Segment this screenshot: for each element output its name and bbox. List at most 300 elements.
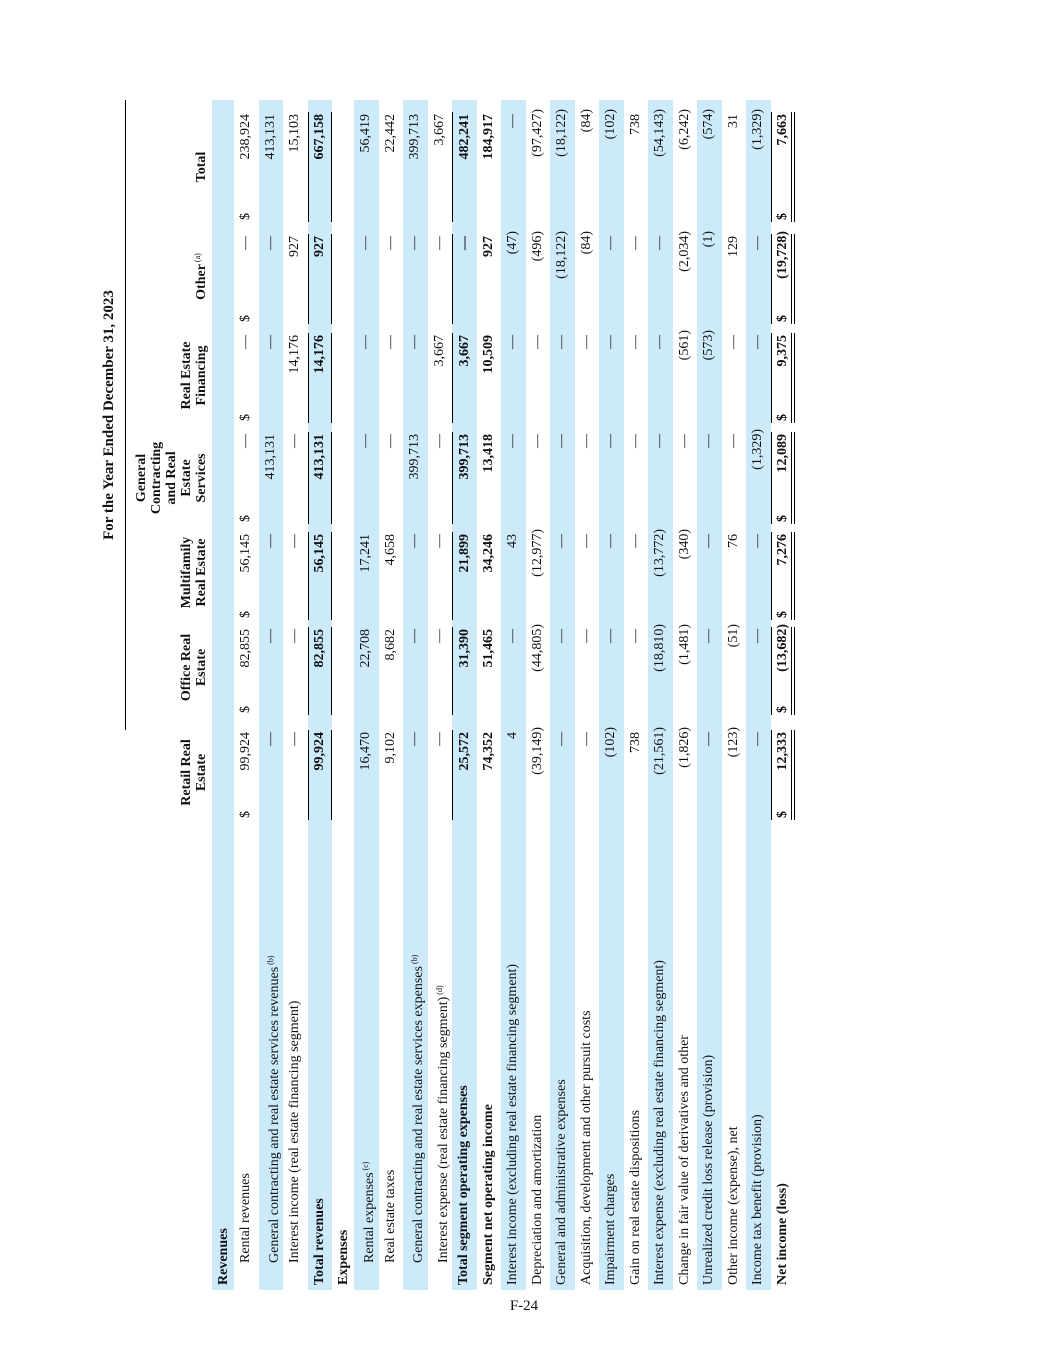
table-cell (354, 333, 379, 423)
footnote-marker: (b) (410, 954, 419, 967)
table-row (501, 100, 526, 1290)
cell-value: (573) (701, 330, 716, 361)
cell-value: — (505, 335, 520, 349)
cell-value: (1,826) (676, 727, 692, 768)
row-label-text: General contracting and real estate services revenues (266, 966, 282, 1263)
table-cell (403, 234, 428, 324)
column-header-text: Other (194, 264, 209, 300)
cell-value: 82,855 (238, 629, 253, 668)
cell-value: 10,509 (480, 335, 496, 374)
cell-value: — (750, 629, 765, 643)
table-cell (477, 532, 502, 620)
table-cell (550, 730, 575, 820)
cell-value: — (603, 434, 618, 448)
cell-value: 13,418 (480, 434, 496, 473)
cell-value: — (603, 534, 618, 548)
row-label (234, 1173, 259, 1263)
cell-value: (13,682) (774, 624, 790, 672)
cell-value: — (578, 434, 594, 448)
cell-value: 14,176 (311, 335, 327, 374)
table-cell (259, 234, 284, 324)
cell-value: — (750, 732, 765, 746)
cell-value: — (407, 629, 422, 643)
table-cell (308, 432, 333, 524)
table-row (403, 100, 428, 1290)
table-cell (308, 112, 333, 222)
table-cell (428, 532, 453, 620)
cell-value: (123) (725, 727, 741, 758)
row-label-text: Real estate taxes (382, 1169, 398, 1263)
cell-value: 99,924 (311, 732, 327, 771)
table-row (283, 100, 308, 1290)
row-label-text: Acquisition, development and other pursuit costs (578, 1010, 594, 1285)
cell-value: 3,667 (457, 335, 472, 367)
cell-value: — (578, 335, 594, 349)
row-label-text: Rental revenues (238, 1173, 253, 1263)
table-cell (234, 112, 259, 222)
cell-value: — (701, 434, 716, 448)
table-cell (599, 727, 624, 820)
table-row (526, 100, 551, 1290)
cell-value: (12,977) (529, 529, 545, 577)
table-cell (234, 627, 259, 715)
table-cell (452, 532, 477, 620)
cell-value: — (554, 434, 569, 448)
cell-value: 14,176 (287, 335, 302, 374)
row-label (722, 1126, 747, 1285)
cell-value: (496) (529, 231, 545, 262)
cell-value: 31,390 (457, 629, 472, 668)
cell-value: — (431, 732, 447, 746)
table-cell (501, 112, 526, 222)
table-cell (771, 730, 796, 820)
table-cell (648, 234, 673, 324)
table-cell (354, 730, 379, 820)
footnote-marker: (c) (361, 1161, 370, 1173)
cell-value: — (407, 534, 422, 548)
cell-value: (1,329) (750, 109, 765, 150)
cell-value: (1) (701, 231, 716, 248)
row-label-text: General contracting and real estate services expenses (411, 966, 426, 1263)
cell-value: 413,131 (311, 434, 327, 480)
cell-value: 34,246 (480, 534, 496, 573)
table-cell (428, 234, 453, 324)
cell-value: (1,481) (676, 624, 692, 665)
table-cell (575, 432, 600, 524)
row-label-text: Rental expenses (362, 1172, 377, 1263)
currency-symbol: $ (774, 811, 790, 818)
cell-value: (84) (578, 231, 594, 255)
cell-value: — (382, 434, 398, 448)
table-cell (452, 234, 477, 324)
cell-value: 399,713 (457, 434, 472, 480)
table-cell (354, 532, 379, 620)
table-cell (477, 730, 502, 820)
cell-value: — (627, 534, 643, 548)
table-cell (673, 529, 698, 620)
table-cell (526, 432, 551, 524)
cell-value: — (627, 434, 643, 448)
row-label (452, 1085, 477, 1285)
column-header-text: General Contracting and Real Estate Services (134, 441, 209, 515)
row-label-text: Interest income (real estate financing segment) (287, 1000, 302, 1263)
cell-value: (1,329) (750, 429, 765, 470)
row-label (212, 1228, 237, 1285)
cell-value: 482,241 (457, 114, 472, 160)
cell-value: 927 (311, 236, 327, 257)
table-cell (354, 112, 379, 222)
table-cell (550, 333, 575, 423)
cell-value: (18,122) (554, 231, 569, 279)
table-cell (575, 532, 600, 620)
table-cell (550, 231, 575, 324)
table-cell (575, 333, 600, 423)
cell-value: 82,855 (311, 629, 327, 668)
cell-value: — (407, 236, 422, 250)
table-cell (697, 109, 722, 222)
cell-value: — (238, 335, 253, 349)
row-label (501, 964, 526, 1285)
cell-value: 25,572 (457, 732, 472, 771)
cell-value: — (407, 732, 422, 746)
table-cell (308, 532, 333, 620)
row-label-text: Interest expense (excluding real estate financing segment) (652, 960, 667, 1285)
column-header-5 (179, 333, 212, 423)
table-cell (722, 112, 747, 222)
table-cell (624, 112, 649, 222)
table-row (722, 100, 747, 1290)
cell-value: (102) (603, 109, 618, 140)
cell-value: 667,158 (311, 114, 327, 160)
cell-value: — (725, 335, 741, 349)
row-label-text: General and administrative expenses (554, 1079, 569, 1285)
cell-value: — (407, 335, 422, 349)
currency-symbol: $ (238, 213, 253, 220)
table-cell (599, 234, 624, 324)
cell-value: — (382, 236, 398, 250)
table-cell (283, 112, 308, 222)
table-cell (575, 730, 600, 820)
cell-value: — (238, 236, 253, 250)
cell-value: — (750, 236, 765, 250)
table-cell (624, 432, 649, 524)
row-label (526, 1115, 551, 1285)
table-cell (501, 627, 526, 715)
column-header-4 (134, 432, 212, 524)
cell-value: (18,810) (652, 624, 667, 672)
row-label-text: Gain on real estate dispositions (627, 1110, 643, 1285)
table-row (673, 100, 698, 1290)
currency-symbol: $ (238, 811, 253, 818)
table-cell (452, 112, 477, 222)
cell-value: 184,917 (480, 114, 496, 160)
column-header-text: Total (194, 151, 209, 183)
row-label-text: Change in fair value of derivatives and other (676, 1035, 692, 1285)
cell-value: (21,561) (652, 727, 667, 775)
cell-value: — (627, 335, 643, 349)
currency-symbol: $ (774, 414, 790, 421)
table-cell (283, 333, 308, 423)
cell-value: 21,899 (457, 534, 472, 573)
cell-value: — (652, 335, 667, 349)
table-cell (501, 432, 526, 524)
table-cell (771, 624, 796, 715)
table-cell (477, 627, 502, 715)
cell-value: (51) (725, 624, 741, 648)
table-cell (234, 234, 259, 324)
cell-value: — (603, 335, 618, 349)
cell-value: — (701, 732, 716, 746)
table-cell (403, 112, 428, 222)
cell-value: — (505, 629, 520, 643)
table-cell (722, 333, 747, 423)
cell-value: — (287, 732, 302, 746)
table-cell (575, 627, 600, 715)
cell-value: 129 (725, 236, 741, 257)
table-title: For the Year Ended December 31, 2023 (95, 100, 126, 730)
row-label-text: Total segment operating expenses (456, 1085, 471, 1285)
table-cell (746, 429, 771, 524)
table-row (550, 100, 575, 1290)
cell-value: (574) (701, 109, 716, 140)
table-cell (259, 730, 284, 820)
table-cell (648, 333, 673, 423)
cell-value: — (431, 629, 447, 643)
cell-value: — (382, 335, 398, 349)
table-cell (379, 730, 404, 820)
table-cell (624, 730, 649, 820)
table-cell (746, 730, 771, 820)
currency-symbol: $ (238, 515, 253, 522)
cell-value: 3,667 (431, 335, 447, 367)
table-cell (722, 624, 747, 715)
cell-value: 74,352 (480, 732, 496, 771)
cell-value: 16,470 (358, 732, 373, 771)
table-body (212, 100, 795, 1290)
cell-value: — (262, 732, 278, 746)
table-cell (599, 432, 624, 524)
footnote-marker: (b) (265, 955, 275, 967)
segment-results-table (95, 100, 815, 1290)
table-cell (501, 532, 526, 620)
table-cell (746, 627, 771, 715)
cell-value: 99,924 (238, 732, 253, 771)
table-cell (771, 432, 796, 524)
currency-symbol: $ (238, 315, 253, 322)
table-cell (624, 532, 649, 620)
cell-value: 399,713 (407, 434, 422, 480)
table-cell (673, 624, 698, 715)
table-cell (599, 532, 624, 620)
column-header-1 (179, 730, 212, 820)
table-cell (526, 529, 551, 620)
table-cell (452, 730, 477, 820)
cell-value: 51,465 (480, 629, 496, 668)
table-cell (403, 627, 428, 715)
cell-value: 22,708 (358, 629, 373, 668)
cell-value: — (652, 236, 667, 250)
cell-value: 12,089 (774, 434, 790, 473)
table-cell (379, 432, 404, 524)
table-row (477, 100, 502, 1290)
cell-value: 76 (725, 534, 741, 548)
table-cell (501, 231, 526, 324)
cell-value: — (238, 434, 253, 448)
cell-value: — (578, 534, 594, 548)
table-cell (234, 532, 259, 620)
cell-value: 7,663 (774, 114, 790, 146)
cell-value: — (603, 629, 618, 643)
table-cell (526, 109, 551, 222)
table-row (428, 100, 453, 1290)
table-row (599, 100, 624, 1290)
table-cell (697, 330, 722, 423)
table-cell (308, 333, 333, 423)
table-cell (452, 333, 477, 423)
cell-value: 56,145 (311, 534, 327, 573)
table-cell (697, 432, 722, 524)
cell-value: (39,149) (529, 727, 545, 775)
cell-value: (102) (603, 727, 618, 758)
row-label (771, 1183, 796, 1285)
table-cell (526, 624, 551, 715)
table-cell (452, 627, 477, 715)
currency-symbol: $ (774, 515, 790, 522)
cell-value: — (457, 236, 472, 250)
table-cell (379, 532, 404, 620)
cell-value: — (554, 534, 569, 548)
cell-value: 22,442 (382, 114, 398, 153)
row-label-text: Net income (loss) (774, 1183, 790, 1285)
table-cell (259, 432, 284, 524)
table-row (234, 100, 259, 1290)
cell-value: — (262, 534, 278, 548)
table-cell (234, 333, 259, 423)
row-label (746, 1114, 771, 1285)
table-row (259, 100, 284, 1290)
cell-value: — (554, 335, 569, 349)
cell-value: (340) (676, 529, 692, 560)
table-cell (575, 109, 600, 222)
table-row (354, 100, 379, 1290)
table-row (379, 100, 404, 1290)
cell-value: (97,427) (529, 109, 545, 157)
table-row (452, 100, 477, 1290)
cell-value: 56,145 (238, 534, 253, 573)
table-cell (599, 109, 624, 222)
column-header-text: Retail Real Estate (179, 739, 209, 806)
cell-value: (13,772) (652, 529, 667, 577)
table-cell (501, 333, 526, 423)
table-cell (259, 333, 284, 423)
cell-value: 8,682 (382, 629, 398, 661)
table-cell (550, 532, 575, 620)
table-cell (428, 333, 453, 423)
cell-value: — (358, 335, 373, 349)
column-header-2 (179, 627, 212, 715)
cell-value: — (750, 335, 765, 349)
table-cell (283, 432, 308, 524)
table-cell (283, 234, 308, 324)
cell-value: — (529, 335, 545, 349)
table-cell (599, 627, 624, 715)
table-cell (550, 109, 575, 222)
table-row (624, 100, 649, 1290)
cell-value: 56,419 (358, 114, 373, 153)
row-label-text: Interest income (excluding real estate financing segment) (505, 963, 520, 1285)
table-cell (283, 730, 308, 820)
table-cell (771, 231, 796, 324)
currency-symbol: $ (774, 611, 790, 618)
cell-value: 738 (627, 114, 643, 135)
table-cell (526, 727, 551, 820)
page-number: F-24 (509, 1298, 539, 1314)
row-label (673, 1035, 698, 1285)
cell-value: (47) (505, 231, 520, 255)
cell-value: — (262, 335, 278, 349)
table-cell (771, 333, 796, 423)
table-cell (697, 231, 722, 324)
cell-value: — (431, 434, 447, 448)
table-cell (477, 432, 502, 524)
cell-value: — (676, 434, 692, 448)
currency-symbol: $ (774, 213, 790, 220)
cell-value: 238,924 (238, 114, 253, 160)
row-label-text: Other income (expense), net (725, 1126, 741, 1285)
table-cell (722, 532, 747, 620)
cell-value: 9,375 (774, 335, 790, 367)
table-cell (259, 112, 284, 222)
table-row (212, 100, 234, 1290)
table-cell (308, 234, 333, 324)
column-header-3 (179, 532, 212, 620)
cell-value: 7,276 (774, 534, 790, 566)
cell-value: 17,241 (358, 534, 373, 573)
cell-value: (18,122) (554, 109, 569, 157)
cell-value: 4,658 (382, 534, 398, 566)
cell-value: (561) (676, 330, 692, 361)
cell-value: (19,728) (774, 231, 790, 279)
currency-symbol: $ (238, 414, 253, 421)
cell-value: 12,333 (774, 732, 790, 771)
table-cell (477, 333, 502, 423)
cell-value: (6,242) (676, 109, 692, 150)
table-cell (428, 627, 453, 715)
table-cell (308, 730, 333, 820)
cell-value: — (627, 236, 643, 250)
row-label (308, 1198, 333, 1285)
table-cell (648, 624, 673, 715)
table-cell (697, 532, 722, 620)
row-label (283, 1001, 308, 1263)
row-label-text: Interest expense (real estate financing segment) (435, 996, 451, 1263)
cell-value: — (287, 629, 302, 643)
cell-value: — (431, 236, 447, 250)
cell-value: — (750, 534, 765, 548)
table-cell (550, 627, 575, 715)
table-row (697, 100, 722, 1290)
cell-value: — (603, 236, 618, 250)
cell-value: — (529, 434, 545, 448)
table-cell (624, 627, 649, 715)
cell-value: — (358, 434, 373, 448)
cell-value: — (627, 629, 643, 643)
table-cell (354, 234, 379, 324)
cell-value: — (262, 629, 278, 643)
cell-value: — (262, 236, 278, 250)
cell-value: — (358, 236, 373, 250)
table-cell (575, 231, 600, 324)
